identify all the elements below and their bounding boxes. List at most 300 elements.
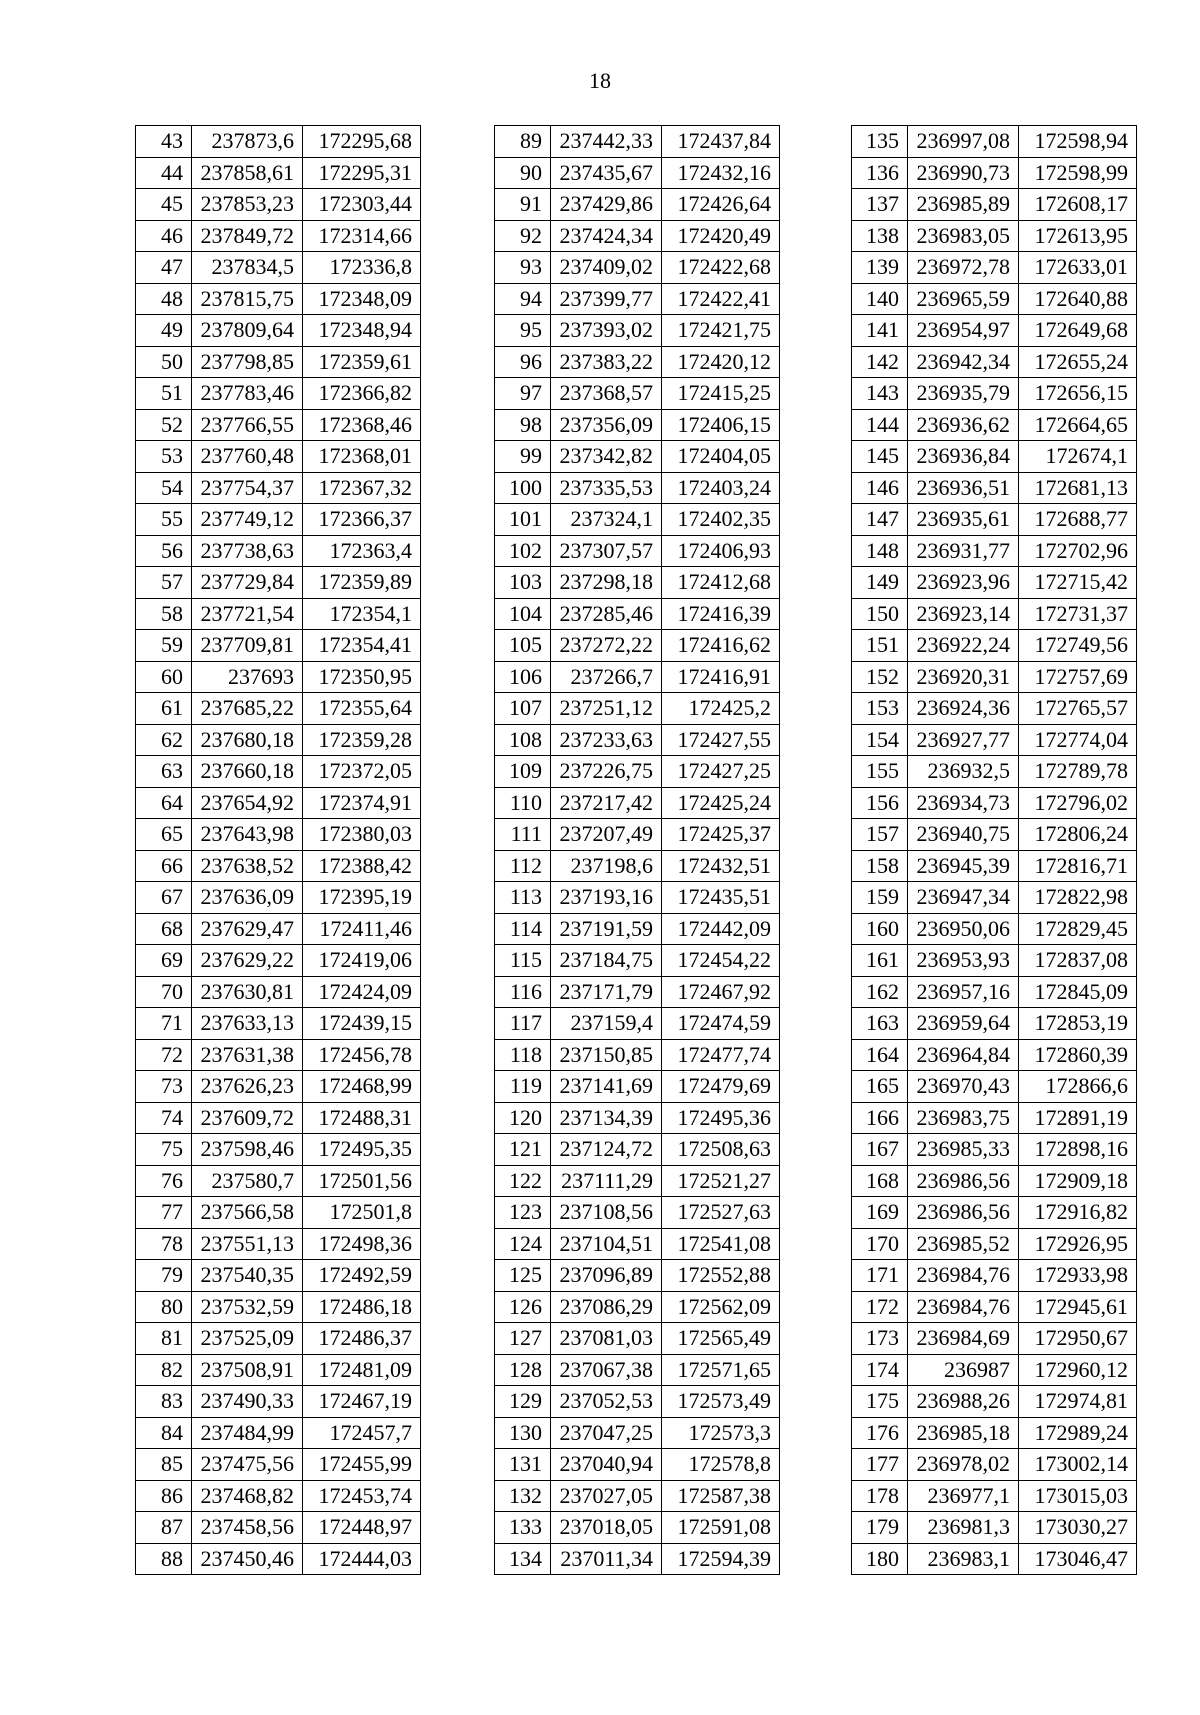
y-coordinate-cell: 172486,18 <box>303 1291 421 1323</box>
x-coordinate-cell: 237141,69 <box>551 1071 662 1103</box>
x-coordinate-cell: 237233,63 <box>551 724 662 756</box>
table-row <box>495 1323 780 1355</box>
x-coordinate-cell: 236964,84 <box>908 1039 1019 1071</box>
table-row <box>136 1449 421 1481</box>
y-coordinate-cell: 172608,17 <box>1019 189 1137 221</box>
table-row <box>495 535 780 567</box>
y-coordinate-cell: 172477,74 <box>662 1039 780 1071</box>
x-coordinate-cell: 237298,18 <box>551 567 662 599</box>
x-coordinate-cell: 237285,46 <box>551 598 662 630</box>
x-coordinate-cell: 237368,57 <box>551 378 662 410</box>
y-coordinate-cell: 172731,37 <box>1019 598 1137 630</box>
table-row <box>852 1291 1137 1323</box>
table-row <box>495 1039 780 1071</box>
table-row <box>495 882 780 914</box>
table-row <box>136 252 421 284</box>
y-coordinate-cell: 172425,24 <box>662 787 780 819</box>
point-number-cell: 43 <box>136 126 192 158</box>
y-coordinate-cell: 172403,24 <box>662 472 780 504</box>
point-number-cell: 157 <box>852 819 908 851</box>
y-coordinate-cell: 172372,05 <box>303 756 421 788</box>
y-coordinate-cell: 172359,61 <box>303 346 421 378</box>
table-row <box>136 220 421 252</box>
x-coordinate-cell: 236927,77 <box>908 724 1019 756</box>
point-number-cell: 171 <box>852 1260 908 1292</box>
point-number-cell: 60 <box>136 661 192 693</box>
table-row <box>495 252 780 284</box>
y-coordinate-cell: 172442,09 <box>662 913 780 945</box>
point-number-cell: 162 <box>852 976 908 1008</box>
point-number-cell: 55 <box>136 504 192 536</box>
point-number-cell: 48 <box>136 283 192 315</box>
table-row <box>136 283 421 315</box>
point-number-cell: 138 <box>852 220 908 252</box>
x-coordinate-cell: 237873,6 <box>192 126 303 158</box>
point-number-cell: 149 <box>852 567 908 599</box>
table-row <box>495 1449 780 1481</box>
point-number-cell: 50 <box>136 346 192 378</box>
y-coordinate-cell: 172640,88 <box>1019 283 1137 315</box>
x-coordinate-cell: 236965,59 <box>908 283 1019 315</box>
x-coordinate-cell: 236986,56 <box>908 1165 1019 1197</box>
point-number-cell: 117 <box>495 1008 551 1040</box>
x-coordinate-cell: 236972,78 <box>908 252 1019 284</box>
table-row <box>852 1039 1137 1071</box>
table-row <box>136 1291 421 1323</box>
y-coordinate-cell: 172578,8 <box>662 1449 780 1481</box>
table-row <box>852 661 1137 693</box>
y-coordinate-cell: 172933,98 <box>1019 1260 1137 1292</box>
y-coordinate-cell: 172715,42 <box>1019 567 1137 599</box>
table-row <box>852 409 1137 441</box>
table-row <box>852 472 1137 504</box>
point-number-cell: 166 <box>852 1102 908 1134</box>
point-number-cell: 154 <box>852 724 908 756</box>
x-coordinate-cell: 237027,05 <box>551 1480 662 1512</box>
x-coordinate-cell: 236985,33 <box>908 1134 1019 1166</box>
x-coordinate-cell: 236935,61 <box>908 504 1019 536</box>
x-coordinate-cell: 237067,38 <box>551 1354 662 1386</box>
table-row <box>136 1071 421 1103</box>
point-number-cell: 121 <box>495 1134 551 1166</box>
table-row <box>852 1134 1137 1166</box>
point-number-cell: 67 <box>136 882 192 914</box>
table-row <box>852 283 1137 315</box>
point-number-cell: 115 <box>495 945 551 977</box>
x-coordinate-cell: 237429,86 <box>551 189 662 221</box>
y-coordinate-cell: 172508,63 <box>662 1134 780 1166</box>
table-row <box>852 1071 1137 1103</box>
y-coordinate-cell: 172426,64 <box>662 189 780 221</box>
table-row <box>495 1102 780 1134</box>
point-number-cell: 53 <box>136 441 192 473</box>
x-coordinate-cell: 237749,12 <box>192 504 303 536</box>
x-coordinate-cell: 236983,1 <box>908 1543 1019 1575</box>
x-coordinate-cell: 237468,82 <box>192 1480 303 1512</box>
x-coordinate-cell: 237729,84 <box>192 567 303 599</box>
point-number-cell: 167 <box>852 1134 908 1166</box>
y-coordinate-cell: 172974,81 <box>1019 1386 1137 1418</box>
x-coordinate-cell: 236936,84 <box>908 441 1019 473</box>
point-number-cell: 105 <box>495 630 551 662</box>
x-coordinate-cell: 237834,5 <box>192 252 303 284</box>
point-number-cell: 131 <box>495 1449 551 1481</box>
table-row <box>852 252 1137 284</box>
y-coordinate-cell: 172406,93 <box>662 535 780 567</box>
table-row <box>495 976 780 1008</box>
table-row <box>136 504 421 536</box>
x-coordinate-cell: 237458,56 <box>192 1512 303 1544</box>
y-coordinate-cell: 172435,51 <box>662 882 780 914</box>
x-coordinate-cell: 237626,23 <box>192 1071 303 1103</box>
point-number-cell: 95 <box>495 315 551 347</box>
x-coordinate-cell: 236984,69 <box>908 1323 1019 1355</box>
table-row <box>136 1417 421 1449</box>
x-coordinate-cell: 236983,75 <box>908 1102 1019 1134</box>
point-number-cell: 71 <box>136 1008 192 1040</box>
point-number-cell: 146 <box>852 472 908 504</box>
table-row <box>852 1260 1137 1292</box>
x-coordinate-cell: 237150,85 <box>551 1039 662 1071</box>
point-number-cell: 69 <box>136 945 192 977</box>
point-number-cell: 116 <box>495 976 551 1008</box>
point-number-cell: 161 <box>852 945 908 977</box>
table-row <box>495 315 780 347</box>
x-coordinate-cell: 236934,73 <box>908 787 1019 819</box>
y-coordinate-cell: 172789,78 <box>1019 756 1137 788</box>
table-row <box>136 1323 421 1355</box>
table-row <box>136 630 421 662</box>
point-number-cell: 76 <box>136 1165 192 1197</box>
table-row <box>495 1197 780 1229</box>
x-coordinate-cell: 236936,51 <box>908 472 1019 504</box>
x-coordinate-cell: 236945,39 <box>908 850 1019 882</box>
x-coordinate-cell: 236957,16 <box>908 976 1019 1008</box>
table-row <box>136 850 421 882</box>
point-number-cell: 89 <box>495 126 551 158</box>
x-coordinate-cell: 237508,91 <box>192 1354 303 1386</box>
point-number-cell: 142 <box>852 346 908 378</box>
table-row <box>495 1008 780 1040</box>
x-coordinate-cell: 237490,33 <box>192 1386 303 1418</box>
point-number-cell: 118 <box>495 1039 551 1071</box>
table-row <box>495 724 780 756</box>
table-row <box>852 378 1137 410</box>
x-coordinate-cell: 236931,77 <box>908 535 1019 567</box>
table-row <box>852 346 1137 378</box>
point-number-cell: 102 <box>495 535 551 567</box>
x-coordinate-cell: 237111,29 <box>551 1165 662 1197</box>
y-coordinate-cell: 172501,8 <box>303 1197 421 1229</box>
x-coordinate-cell: 236940,75 <box>908 819 1019 851</box>
point-number-cell: 97 <box>495 378 551 410</box>
x-coordinate-cell: 237450,46 <box>192 1543 303 1575</box>
table-row <box>852 1008 1137 1040</box>
x-coordinate-cell: 237207,49 <box>551 819 662 851</box>
y-coordinate-cell: 172498,36 <box>303 1228 421 1260</box>
x-coordinate-cell: 237356,09 <box>551 409 662 441</box>
table-row <box>852 913 1137 945</box>
point-number-cell: 158 <box>852 850 908 882</box>
point-number-cell: 128 <box>495 1354 551 1386</box>
point-number-cell: 163 <box>852 1008 908 1040</box>
table-row <box>495 1260 780 1292</box>
y-coordinate-cell: 172468,99 <box>303 1071 421 1103</box>
table-row <box>495 1291 780 1323</box>
table-row <box>136 945 421 977</box>
point-number-cell: 136 <box>852 157 908 189</box>
x-coordinate-cell: 236985,89 <box>908 189 1019 221</box>
x-coordinate-cell: 237052,53 <box>551 1386 662 1418</box>
x-coordinate-cell: 237342,82 <box>551 441 662 473</box>
y-coordinate-cell: 172541,08 <box>662 1228 780 1260</box>
point-number-cell: 135 <box>852 126 908 158</box>
y-coordinate-cell: 172366,82 <box>303 378 421 410</box>
point-number-cell: 124 <box>495 1228 551 1260</box>
table-row <box>136 693 421 725</box>
x-coordinate-cell: 237096,89 <box>551 1260 662 1292</box>
x-coordinate-cell: 237643,98 <box>192 819 303 851</box>
y-coordinate-cell: 172454,22 <box>662 945 780 977</box>
point-number-cell: 47 <box>136 252 192 284</box>
table-row <box>852 1354 1137 1386</box>
x-coordinate-cell: 236950,06 <box>908 913 1019 945</box>
table-row <box>136 1134 421 1166</box>
table-row <box>495 913 780 945</box>
point-number-cell: 87 <box>136 1512 192 1544</box>
table-row <box>852 567 1137 599</box>
point-number-cell: 84 <box>136 1417 192 1449</box>
y-coordinate-cell: 172467,19 <box>303 1386 421 1418</box>
table-row <box>136 1543 421 1575</box>
table-row <box>136 1008 421 1040</box>
y-coordinate-cell: 172573,49 <box>662 1386 780 1418</box>
x-coordinate-cell: 237633,13 <box>192 1008 303 1040</box>
table-row <box>136 661 421 693</box>
table-row <box>495 472 780 504</box>
table-row <box>136 441 421 473</box>
y-coordinate-cell: 172845,09 <box>1019 976 1137 1008</box>
y-coordinate-cell: 172422,41 <box>662 283 780 315</box>
table-row <box>495 283 780 315</box>
point-number-cell: 61 <box>136 693 192 725</box>
point-number-cell: 74 <box>136 1102 192 1134</box>
y-coordinate-cell: 173002,14 <box>1019 1449 1137 1481</box>
y-coordinate-cell: 172479,69 <box>662 1071 780 1103</box>
table-row <box>136 378 421 410</box>
table-row <box>852 1543 1137 1575</box>
point-number-cell: 159 <box>852 882 908 914</box>
y-coordinate-cell: 172420,12 <box>662 346 780 378</box>
point-number-cell: 125 <box>495 1260 551 1292</box>
x-coordinate-cell: 237609,72 <box>192 1102 303 1134</box>
table-row <box>495 1512 780 1544</box>
x-coordinate-cell: 236924,36 <box>908 693 1019 725</box>
x-coordinate-cell: 237108,56 <box>551 1197 662 1229</box>
table-row <box>136 1039 421 1071</box>
x-coordinate-cell: 237638,52 <box>192 850 303 882</box>
x-coordinate-cell: 237636,09 <box>192 882 303 914</box>
table-row <box>136 787 421 819</box>
table-row <box>136 157 421 189</box>
y-coordinate-cell: 172348,09 <box>303 283 421 315</box>
point-number-cell: 112 <box>495 850 551 882</box>
y-coordinate-cell: 172336,8 <box>303 252 421 284</box>
y-coordinate-cell: 172552,88 <box>662 1260 780 1292</box>
y-coordinate-cell: 172420,49 <box>662 220 780 252</box>
y-coordinate-cell: 172416,62 <box>662 630 780 662</box>
y-coordinate-cell: 172860,39 <box>1019 1039 1137 1071</box>
x-coordinate-cell: 236923,96 <box>908 567 1019 599</box>
x-coordinate-cell: 237721,54 <box>192 598 303 630</box>
point-number-cell: 86 <box>136 1480 192 1512</box>
point-number-cell: 72 <box>136 1039 192 1071</box>
point-number-cell: 155 <box>852 756 908 788</box>
table-row <box>495 693 780 725</box>
point-number-cell: 78 <box>136 1228 192 1260</box>
table-row <box>136 724 421 756</box>
y-coordinate-cell: 172444,03 <box>303 1543 421 1575</box>
x-coordinate-cell: 237159,4 <box>551 1008 662 1040</box>
point-number-cell: 126 <box>495 1291 551 1323</box>
table-row <box>852 787 1137 819</box>
x-coordinate-cell: 236987 <box>908 1354 1019 1386</box>
x-coordinate-cell: 236986,56 <box>908 1197 1019 1229</box>
y-coordinate-cell: 172363,4 <box>303 535 421 567</box>
y-coordinate-cell: 172989,24 <box>1019 1417 1137 1449</box>
y-coordinate-cell: 172674,1 <box>1019 441 1137 473</box>
y-coordinate-cell: 172501,56 <box>303 1165 421 1197</box>
x-coordinate-cell: 237754,37 <box>192 472 303 504</box>
y-coordinate-cell: 172366,37 <box>303 504 421 536</box>
y-coordinate-cell: 173046,47 <box>1019 1543 1137 1575</box>
x-coordinate-cell: 237853,23 <box>192 189 303 221</box>
x-coordinate-cell: 237685,22 <box>192 693 303 725</box>
y-coordinate-cell: 172368,46 <box>303 409 421 441</box>
y-coordinate-cell: 172388,42 <box>303 850 421 882</box>
point-number-cell: 73 <box>136 1071 192 1103</box>
table-row <box>852 724 1137 756</box>
y-coordinate-cell: 172822,98 <box>1019 882 1137 914</box>
point-number-cell: 151 <box>852 630 908 662</box>
point-number-cell: 178 <box>852 1480 908 1512</box>
point-number-cell: 145 <box>852 441 908 473</box>
x-coordinate-cell: 236988,26 <box>908 1386 1019 1418</box>
point-number-cell: 82 <box>136 1354 192 1386</box>
point-number-cell: 83 <box>136 1386 192 1418</box>
x-coordinate-cell: 236959,64 <box>908 1008 1019 1040</box>
x-coordinate-cell: 237134,39 <box>551 1102 662 1134</box>
table-row <box>136 1512 421 1544</box>
point-number-cell: 56 <box>136 535 192 567</box>
point-number-cell: 144 <box>852 409 908 441</box>
point-number-cell: 52 <box>136 409 192 441</box>
x-coordinate-cell: 236970,43 <box>908 1071 1019 1103</box>
table-row <box>852 504 1137 536</box>
y-coordinate-cell: 172448,97 <box>303 1512 421 1544</box>
point-number-cell: 152 <box>852 661 908 693</box>
point-number-cell: 123 <box>495 1197 551 1229</box>
x-coordinate-cell: 236977,1 <box>908 1480 1019 1512</box>
point-number-cell: 49 <box>136 315 192 347</box>
point-number-cell: 134 <box>495 1543 551 1575</box>
point-number-cell: 79 <box>136 1260 192 1292</box>
table-row <box>852 535 1137 567</box>
y-coordinate-cell: 172591,08 <box>662 1512 780 1544</box>
coordinates-table-3 <box>851 125 1137 1575</box>
table-row <box>495 819 780 851</box>
point-number-cell: 94 <box>495 283 551 315</box>
table-row <box>495 1417 780 1449</box>
y-coordinate-cell: 172757,69 <box>1019 661 1137 693</box>
point-number-cell: 150 <box>852 598 908 630</box>
y-coordinate-cell: 172432,51 <box>662 850 780 882</box>
y-coordinate-cell: 172796,02 <box>1019 787 1137 819</box>
y-coordinate-cell: 172367,32 <box>303 472 421 504</box>
point-number-cell: 175 <box>852 1386 908 1418</box>
y-coordinate-cell: 172960,12 <box>1019 1354 1137 1386</box>
y-coordinate-cell: 172909,18 <box>1019 1165 1137 1197</box>
y-coordinate-cell: 172688,77 <box>1019 504 1137 536</box>
table-row <box>852 1512 1137 1544</box>
x-coordinate-cell: 237766,55 <box>192 409 303 441</box>
point-number-cell: 100 <box>495 472 551 504</box>
x-coordinate-cell: 237566,58 <box>192 1197 303 1229</box>
y-coordinate-cell: 172829,45 <box>1019 913 1137 945</box>
table-row <box>495 1071 780 1103</box>
y-coordinate-cell: 172573,3 <box>662 1417 780 1449</box>
point-number-cell: 90 <box>495 157 551 189</box>
table-row <box>495 1386 780 1418</box>
y-coordinate-cell: 172354,1 <box>303 598 421 630</box>
y-coordinate-cell: 172395,19 <box>303 882 421 914</box>
point-number-cell: 91 <box>495 189 551 221</box>
table-row <box>495 630 780 662</box>
table-row <box>495 1134 780 1166</box>
x-coordinate-cell: 237783,46 <box>192 378 303 410</box>
x-coordinate-cell: 236983,05 <box>908 220 1019 252</box>
x-coordinate-cell: 236981,3 <box>908 1512 1019 1544</box>
y-coordinate-cell: 172749,56 <box>1019 630 1137 662</box>
point-number-cell: 130 <box>495 1417 551 1449</box>
point-number-cell: 92 <box>495 220 551 252</box>
point-number-cell: 122 <box>495 1165 551 1197</box>
y-coordinate-cell: 172425,37 <box>662 819 780 851</box>
point-number-cell: 54 <box>136 472 192 504</box>
table-row <box>852 630 1137 662</box>
table-row <box>136 346 421 378</box>
x-coordinate-cell: 237798,85 <box>192 346 303 378</box>
point-number-cell: 57 <box>136 567 192 599</box>
y-coordinate-cell: 172587,38 <box>662 1480 780 1512</box>
table-row <box>136 1386 421 1418</box>
y-coordinate-cell: 172853,19 <box>1019 1008 1137 1040</box>
point-number-cell: 109 <box>495 756 551 788</box>
y-coordinate-cell: 172891,19 <box>1019 1102 1137 1134</box>
x-coordinate-cell: 237047,25 <box>551 1417 662 1449</box>
y-coordinate-cell: 172664,65 <box>1019 409 1137 441</box>
y-coordinate-cell: 172424,09 <box>303 976 421 1008</box>
x-coordinate-cell: 237184,75 <box>551 945 662 977</box>
point-number-cell: 113 <box>495 882 551 914</box>
table-row <box>852 1323 1137 1355</box>
y-coordinate-cell: 172427,25 <box>662 756 780 788</box>
x-coordinate-cell: 237484,99 <box>192 1417 303 1449</box>
table-row <box>495 945 780 977</box>
table-row <box>495 409 780 441</box>
point-number-cell: 66 <box>136 850 192 882</box>
point-number-cell: 132 <box>495 1480 551 1512</box>
